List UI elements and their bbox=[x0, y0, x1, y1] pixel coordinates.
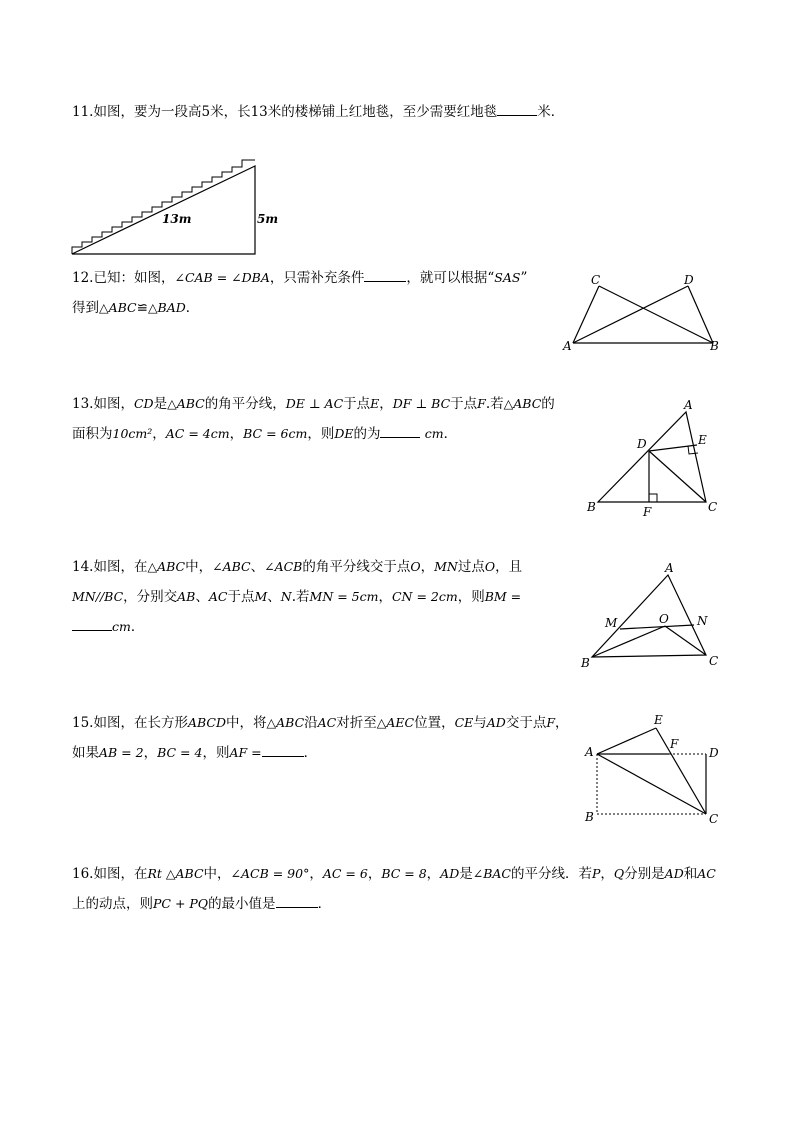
question-16: 16.如图，在Rt △ABC中，∠ACB = 90°，AC = 6，BC = 8，AD是∠BAC的平分线．若P，Q分别是AD和AC 上的动点，则PC + PQ的最小值是 ． bbox=[72, 866, 716, 912]
question-13: 13.如图，CD是△ABC的角平分线，DE ⊥ AC于点E，DF ⊥ BC于点F.若△ABC的 面积为10cm²，AC = 4cm，BC = 6cm，则DE的为 cm． bbox=[72, 396, 555, 442]
q16-number: 16. bbox=[72, 866, 94, 882]
point-A: A bbox=[585, 745, 594, 759]
point-A: A bbox=[665, 561, 674, 575]
hypotenuse-label: 13m bbox=[162, 212, 192, 226]
point-A: A bbox=[684, 398, 693, 412]
q15-number: 15. bbox=[72, 715, 94, 731]
point-B: B bbox=[710, 339, 719, 353]
point-C: C bbox=[708, 500, 718, 514]
point-D: D bbox=[637, 437, 647, 451]
point-D: D bbox=[709, 746, 719, 760]
point-N: N bbox=[697, 614, 708, 628]
point-M: M bbox=[605, 616, 618, 630]
answer-blank[interactable] bbox=[276, 893, 318, 908]
question-12: 12.已知：如图，∠CAB = ∠DBA，只需补充条件 ，就可以根据“SAS” 得到△ABC≌△BAD． bbox=[72, 263, 722, 323]
q12-number: 12. bbox=[72, 270, 94, 286]
point-D: D bbox=[684, 273, 694, 287]
height-label: 5m bbox=[257, 212, 279, 226]
point-O: O bbox=[659, 612, 669, 626]
point-C: C bbox=[591, 273, 601, 287]
question-14: 14.如图，在△ABC中，∠ABC、∠ACB的角平分线交于点O，MN过点O，且 MN//BC，分别交AB、AC于点M、N.若MN = 5cm，CN = 2cm，则BM = cm． bbox=[72, 559, 523, 635]
point-B: B bbox=[587, 500, 596, 514]
point-E: E bbox=[698, 433, 707, 447]
point-C: C bbox=[709, 812, 719, 826]
q11-number: 11. bbox=[72, 104, 94, 120]
point-B: B bbox=[585, 810, 594, 824]
point-A: A bbox=[563, 339, 572, 353]
point-F: F bbox=[643, 505, 652, 519]
question-11: 11.如图，要为一段高5米，长13米的楼梯铺上红地毯，至少需要红地毯 米． bbox=[72, 97, 722, 127]
question-15: 15.如图，在长方形ABCD中，将△ABC沿AC对折至△AEC位置，CE与AD交于点F， 如果AB = 2，BC = 4，则AF = ． bbox=[72, 715, 569, 761]
point-C: C bbox=[709, 654, 719, 668]
point-B: B bbox=[581, 656, 590, 670]
point-E: E bbox=[654, 713, 663, 727]
q14-number: 14. bbox=[72, 559, 94, 575]
point-F: F bbox=[670, 737, 679, 751]
q13-number: 13. bbox=[72, 396, 94, 412]
